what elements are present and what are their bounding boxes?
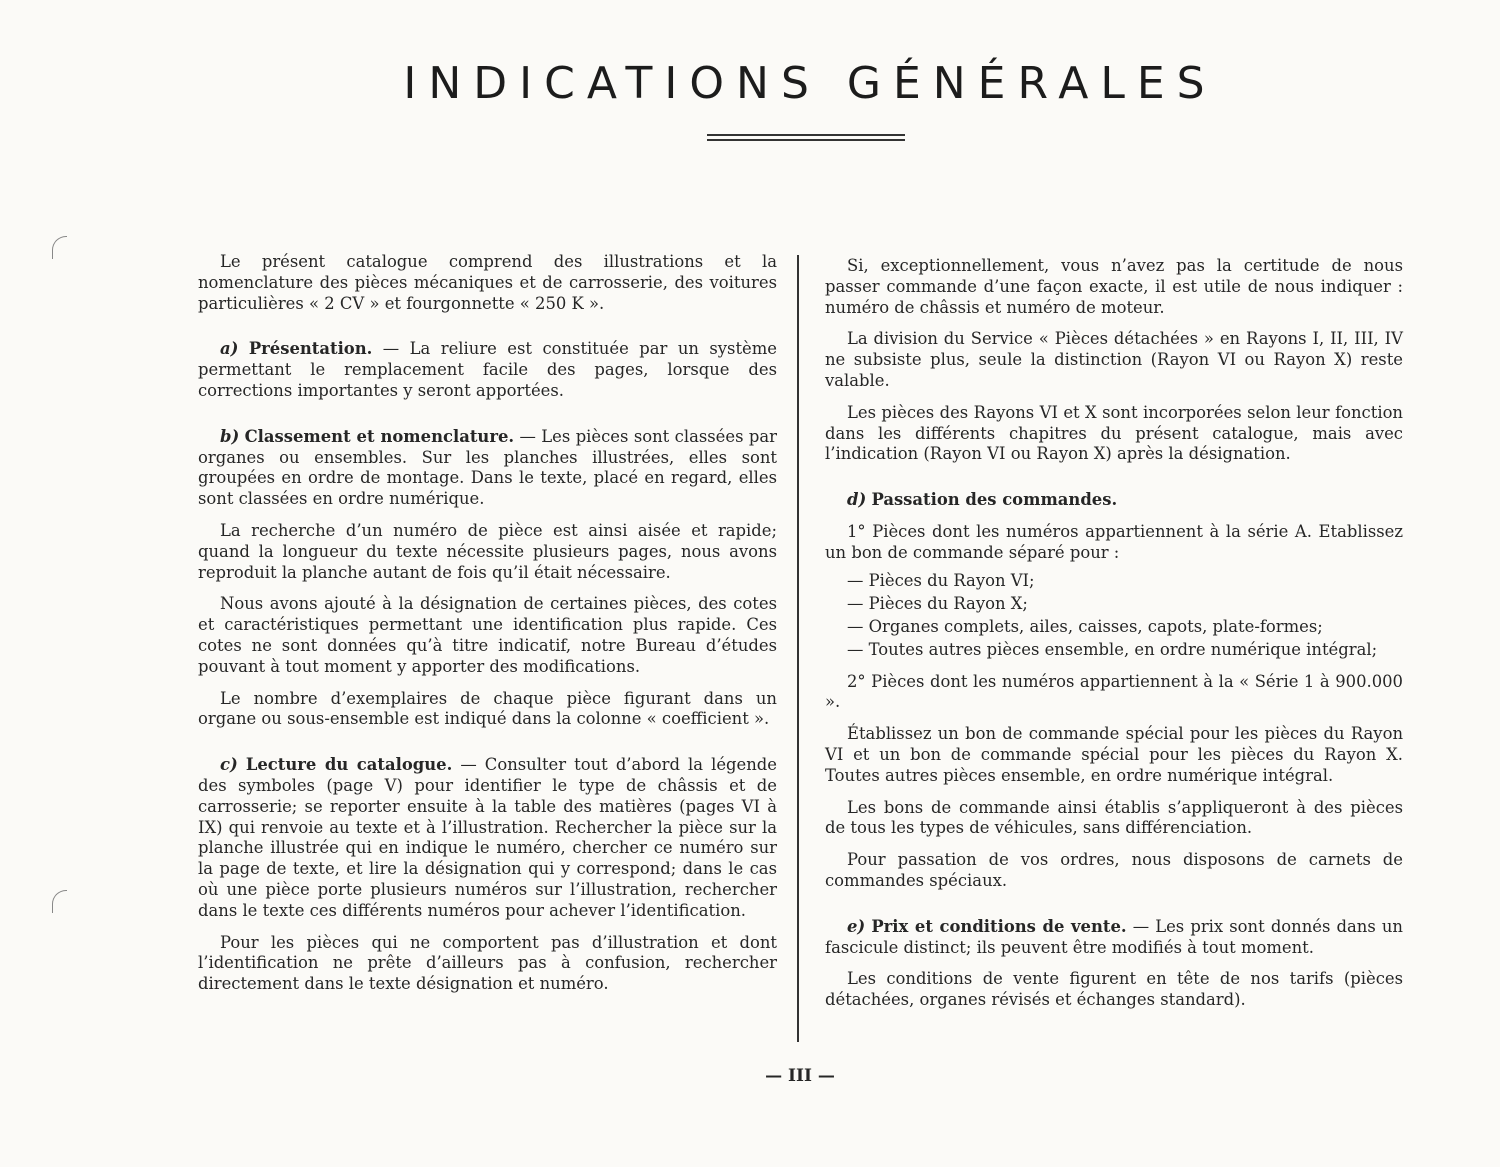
right-column: [825, 256, 1403, 1022]
section-b: [198, 427, 777, 510]
list-item: — Organes complets, ailes, caisses, capots, plate-formes;: [847, 616, 1323, 636]
intro-paragraph: Le présent catalogue comprend des illustrations et la nomenclature des pièces mécaniques et de carrosserie, des voitures particulières « 2 CV » et fourgonnette « 250 K ».: [198, 252, 777, 313]
page-title: INDICATIONS GÉNÉRALES: [403, 58, 1217, 109]
section-a-heading: Présentation.: [248, 339, 373, 359]
section-b-paragraph-4: Le nombre d’exemplaires de chaque pièce figurant dans un organe ou sous-ensemble est indiqué dans la colonne « coefficient ».: [198, 688, 777, 729]
list-item: — Pièces du Rayon X;: [847, 593, 1028, 613]
right-paragraph-2: La division du Service « Pièces détachées » en Rayons I, II, III, IV ne subsiste plus, seule la distinction (Rayon VI ou Rayon X) reste valable.: [825, 329, 1403, 390]
title-rule-lower: [707, 139, 905, 141]
right-paragraph-1: Si, exceptionnellement, vous n’avez pas la certitude de nous passer commande d’une façon exacte, il est utile de nous indiquer : numéro de châssis et numéro de moteur.: [825, 256, 1403, 317]
section-b-heading: Classement et nomenclature.: [244, 426, 515, 446]
section-b-paragraph-2: La recherche d’un numéro de pièce est ainsi aisée et rapide; quand la longueur du texte nécessite plusieurs pages, nous avons reproduit la planche autant de fois qu’il était nécessaire.: [198, 520, 777, 582]
section-a-letter: a): [220, 339, 239, 359]
section-d-letter: d): [847, 490, 867, 510]
section-c-letter: c): [220, 755, 238, 775]
section-c: [198, 755, 777, 921]
section-c-heading: Lecture du catalogue.: [245, 755, 453, 775]
section-c-text: — Consulter tout d’abord la légende des symboles (page V) pour identifier le type de châssis et de carrosserie; se reporter ensuite à la table des matières (pages VI à IX) qui renvoie au texte et à l’illustration. Rechercher la pièce sur la planche illustrée qui en indique le numéro, chercher ce numéro sur la page de texte, et lire la désignation qui y correspond; dans le cas où une pièce porte plusieurs numéros sur l’illustration, rechercher dans le texte ces différents numéros pour achever l’identification.: [198, 755, 778, 920]
page-number: — III —: [765, 1066, 835, 1086]
column-divider: [797, 255, 799, 1042]
list-item: — Toutes autres pièces ensemble, en ordre numérique intégral;: [847, 639, 1378, 659]
section-c-paragraph-2: Pour les pièces qui ne comportent pas d’illustration et dont l’identification ne prête d’ailleurs pas à confusion, rechercher directement dans le texte désignation et numéro.: [198, 932, 777, 994]
section-a: [198, 339, 777, 401]
section-e-paragraph-2: Les conditions de vente figurent en tête de nos tarifs (pièces détachées, organes révisés et échanges standard).: [825, 969, 1403, 1010]
list-item: — Pièces du Rayon VI;: [847, 570, 1035, 590]
section-e-heading: Prix et conditions de vente.: [871, 916, 1127, 936]
order-list: [825, 569, 1403, 661]
section-d-paragraph-2: 2° Pièces dont les numéros appartiennent à la « Série 1 à 900.000 ».: [825, 671, 1403, 712]
section-d-heading: Passation des commandes.: [871, 490, 1118, 510]
section-b-letter: b): [220, 426, 240, 446]
section-e: [825, 917, 1403, 959]
section-e-text: — Les prix sont donnés dans un fascicule distinct; ils peuvent être modifiés à tout moment.: [825, 916, 1403, 957]
section-d-paragraph-1: 1° Pièces dont les numéros appartiennent à la série A. Etablissez un bon de commande séparé pour :: [825, 521, 1403, 562]
left-column: [198, 252, 777, 1006]
section-a-text: — La reliure est constituée par un système permettant le remplacement facile des pages, lorsque des corrections importantes y seront apportées.: [198, 339, 777, 400]
section-b-text: — Les pièces sont classées par organes ou ensembles. Sur les planches illustrées, elles sont groupées en ordre de montage. Dans le texte, placé en regard, elles sont classées en ordre numérique.: [198, 426, 777, 509]
section-d-paragraph-5: Pour passation de vos ordres, nous disposons de carnets de commandes spéciaux.: [825, 850, 1403, 890]
title-rule-upper: [707, 134, 905, 136]
section-b-paragraph-3: Nous avons ajouté à la désignation de certaines pièces, des cotes et caractéristiques permettant une identification plus rapide. Ces cotes ne sont données qu’à titre indicatif, notre Bureau d’études pouvant à tout moment y apporter des modifications.: [198, 594, 777, 676]
section-d: [825, 490, 1403, 511]
crop-mark: [52, 890, 67, 913]
right-paragraph-3: Les pièces des Rayons VI et X sont incorporées selon leur fonction dans les différents chapitres du présent catalogue, mais avec l’indication (Rayon VI ou Rayon X) après la désignation.: [825, 402, 1403, 464]
section-d-paragraph-4: Les bons de commande ainsi établis s’appliqueront à des pièces de tous les types de véhicules, sans différenciation.: [825, 797, 1403, 838]
crop-mark: [52, 236, 67, 259]
section-e-letter: e): [847, 916, 866, 936]
section-d-paragraph-3: Établissez un bon de commande spécial pour les pièces du Rayon VI et un bon de commande spécial pour les pièces du Rayon X. Toutes autres pièces ensemble, en ordre numérique intégral.: [825, 724, 1403, 785]
